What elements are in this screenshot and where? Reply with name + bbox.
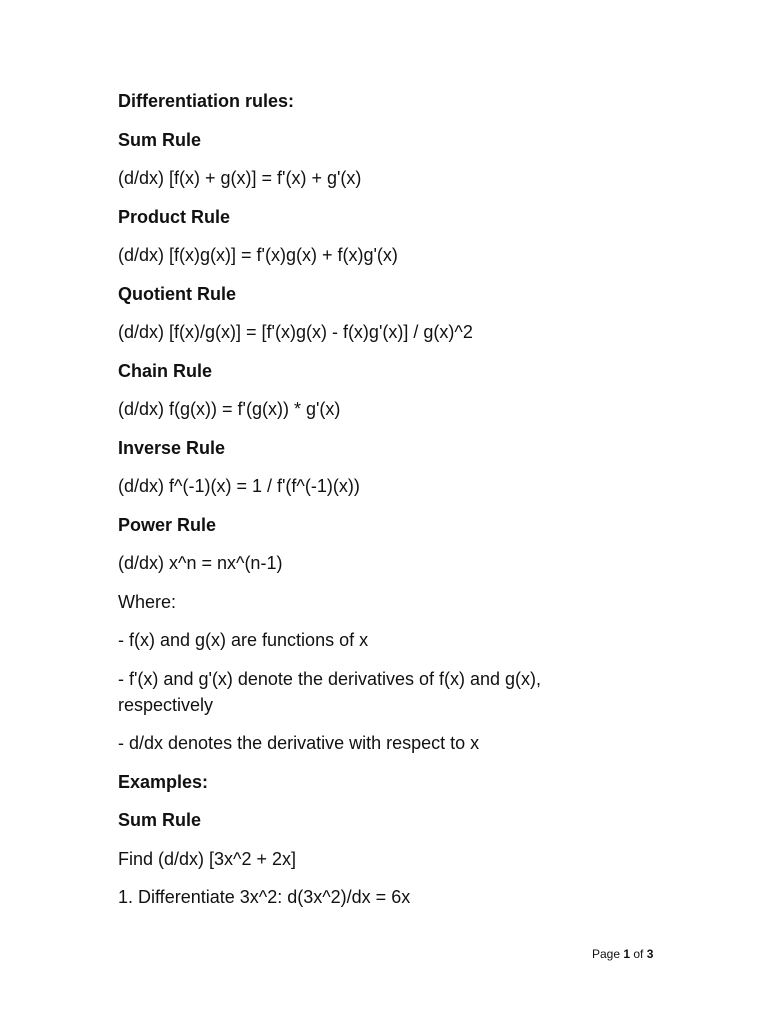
definition-item: - f(x) and g(x) are functions of x xyxy=(118,630,369,650)
definition-item: - f'(x) and g'(x) denote the derivatives of f(x) and g(x), respectively xyxy=(118,668,542,715)
formula-product: (d/dx) [f(x)g(x)] = f'(x)g(x) + f(x)g'(x) xyxy=(118,245,398,265)
rule-heading-sum: Sum Rule xyxy=(118,129,202,150)
total-page-count: 3 xyxy=(646,947,654,961)
rule-heading-product: Product Rule xyxy=(118,206,231,227)
rule-heading-quotient: Quotient Rule xyxy=(118,283,236,304)
document-body xyxy=(118,88,678,923)
where-label: Where: xyxy=(118,591,177,612)
current-page-number: 1 xyxy=(623,947,631,961)
rule-heading-chain: Chain Rule xyxy=(118,360,213,381)
section-heading: Differentiation rules: xyxy=(118,91,295,111)
definition-item: - d/dx denotes the derivative with respect to x xyxy=(118,733,480,753)
rule-heading-inverse: Inverse Rule xyxy=(118,437,226,458)
page-separator: of xyxy=(630,947,647,961)
page-prefix: Page xyxy=(592,947,624,961)
formula-inverse: (d/dx) f^(-1)(x) = 1 / f'(f^(-1)(x)) xyxy=(118,476,360,496)
page-number-footer xyxy=(592,946,653,962)
example-step: 1. Differentiate 3x^2: d(3x^2)/dx = 6x xyxy=(118,887,411,907)
example-problem: Find (d/dx) [3x^2 + 2x] xyxy=(118,848,297,869)
rule-heading-power: Power Rule xyxy=(118,514,217,535)
examples-heading: Examples: xyxy=(118,771,209,792)
formula-quotient: (d/dx) [f(x)/g(x)] = [f'(x)g(x) - f(x)g'(x)] / g(x)^2 xyxy=(118,322,473,342)
formula-power: (d/dx) x^n = nx^(n-1) xyxy=(118,553,283,573)
formula-sum: (d/dx) [f(x) + g(x)] = f'(x) + g'(x) xyxy=(118,168,362,188)
formula-chain: (d/dx) f(g(x)) = f'(g(x)) * g'(x) xyxy=(118,399,341,419)
example-heading-sum: Sum Rule xyxy=(118,810,202,830)
